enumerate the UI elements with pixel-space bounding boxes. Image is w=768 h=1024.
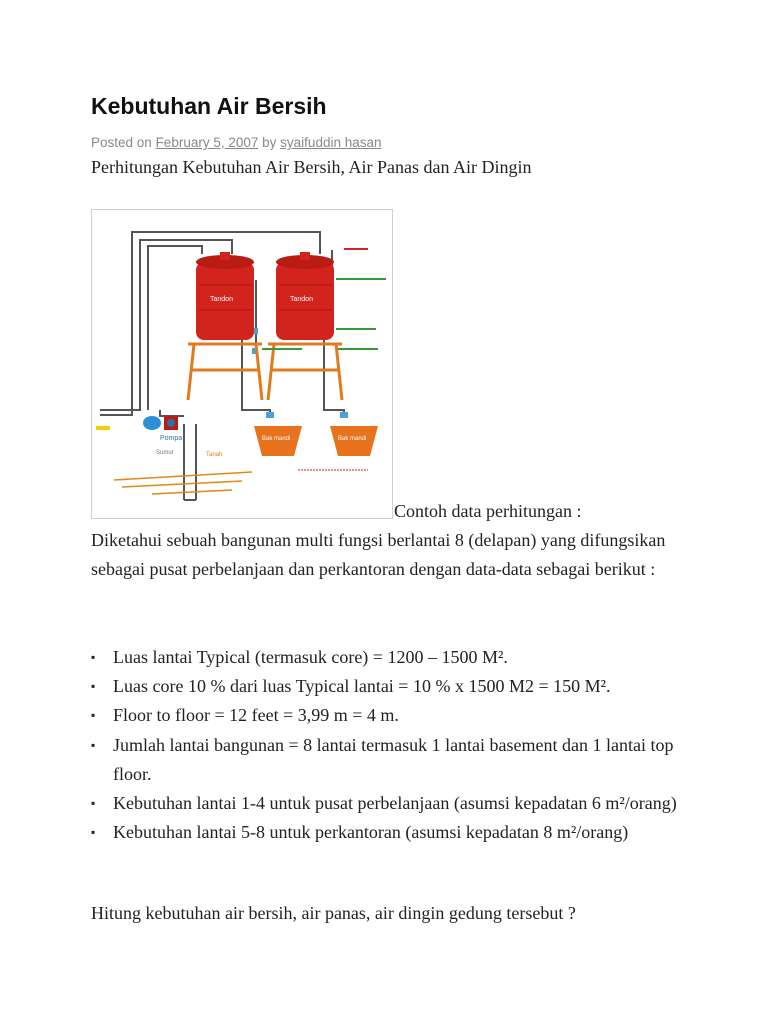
valve-icon [340,412,348,418]
posted-on-label: Posted on [91,135,152,150]
pump-label: Pompa [160,435,183,442]
bullet-icon: ▪ [91,737,96,752]
bullet-icon: ▪ [91,825,96,840]
author-link[interactable]: syaifuddin hasan [280,135,382,150]
basin-left [254,426,302,456]
pump-link-pipe [160,410,184,416]
tank-left-label: Tandon [210,296,233,303]
by-label: by [262,135,277,150]
valve-icon [266,412,274,418]
bullet-icon: ▪ [91,708,96,723]
tank-right-lid [300,252,310,260]
list-item [91,701,691,730]
list-item-text: Kebutuhan lantai 1-4 untuk pusat perbelanjaan (asumsi kepadatan 6 m²/orang) [113,793,677,814]
pump-motor [143,416,161,430]
post-title: Kebutuhan Air Bersih [91,93,327,119]
ground-label: Tanah [206,452,223,458]
bullet-icon: ▪ [91,679,96,694]
list-item [91,643,691,672]
supply-pipe-inner [148,246,202,410]
post-date-link[interactable]: February 5, 2007 [155,135,259,150]
list-item [91,818,691,847]
basin-right [330,426,378,456]
post-meta [91,135,382,150]
bullet-icon: ▪ [91,796,96,811]
list-item-text: Luas lantai Typical (termasuk core) = 1200 – 1500 M². [113,647,508,667]
bullet-icon: ▪ [91,650,96,664]
conditions-list [91,643,691,847]
post-subtitle: Perhitungan Kebutuhan Air Bersih, Air Panas dan Air Dingin [91,157,532,177]
body-text [91,526,691,585]
tank-right-label: Tandon [290,296,313,303]
list-item-text: Luas core 10 % dari luas Typical lantai = 10 % x 1500 M2 = 150 M². [113,676,611,697]
power-mark [96,426,110,430]
figure-caption: Contoh data perhitungan : [394,501,582,521]
tank-left-lid [220,252,230,260]
diagram-svg [92,210,392,518]
list-item [91,789,691,818]
list-item [91,731,691,789]
well-label: Sumur [156,450,174,456]
tank-left [196,252,254,340]
basin-right-label: Bak mandi [338,436,367,442]
list-item-text: Jumlah lantai bangunan = 8 lantai termasuk 1 lantai basement dan 1 lantai top floor. [113,734,674,784]
tank-stands [188,344,342,400]
pump-icon [167,419,175,427]
list-item-text: Kebutuhan lantai 5-8 untuk perkantoran (asumsi kepadatan 8 m²/orang) [113,822,629,843]
basin-left-label: Bak mandi [262,436,291,442]
water-system-diagram [91,209,393,519]
intro-paragraph: Diketahui sebuah bangunan multi fungsi berlantai 8 (delapan) yang difungsikan sebagai pusat perbelanjaan dan perkantoran dengan data-data sebagai berikut : [91,530,666,580]
pump [143,416,182,442]
list-item [91,672,691,701]
tank-right [276,252,334,340]
list-item-text: Floor to floor = 12 feet = 3,99 m = 4 m. [113,705,399,726]
question-text: Hitung kebutuhan air bersih, air panas, air dingin gedung tersebut ? [91,903,576,923]
